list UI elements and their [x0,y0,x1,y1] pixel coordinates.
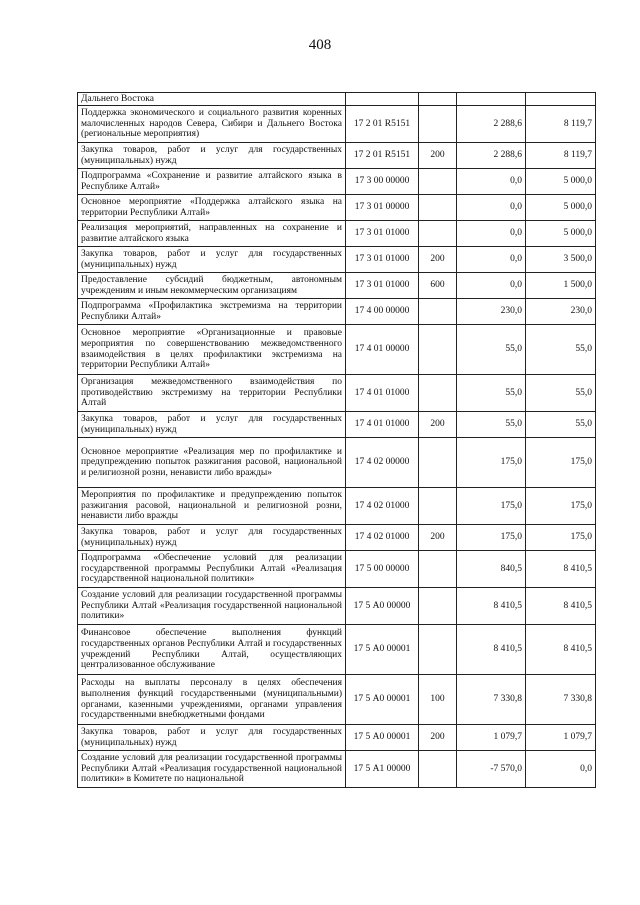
table-row [78,751,596,788]
row-amount-2: 230,0 [526,299,596,325]
row-description: Дальнего Востока [78,93,346,106]
row-amount-1: 175,0 [457,438,526,488]
row-expense-type: 200 [419,525,457,551]
table-row [78,438,596,488]
row-description: Основное мероприятие «Поддержка алтайского языка на территории Республики Алтай» [78,195,346,221]
table-row [78,195,596,221]
row-code: 17 4 02 01000 [346,525,419,551]
table-row [78,725,596,751]
row-expense-type [419,299,457,325]
row-code: 17 3 01 01000 [346,221,419,247]
row-amount-1: -7 570,0 [457,751,526,788]
row-code: 17 3 01 00000 [346,195,419,221]
row-description: Подпрограмма «Сохранение и развитие алтайского языка в Республике Алтай» [78,169,346,195]
row-amount-2: 8 410,5 [526,588,596,625]
row-amount-1: 230,0 [457,299,526,325]
row-amount-2: 175,0 [526,438,596,488]
row-expense-type: 600 [419,273,457,299]
row-description: Предоставление субсидий бюджетным, автономным учреждениям и иным некоммерческим организациям [78,273,346,299]
row-expense-type [419,588,457,625]
row-amount-2: 1 500,0 [526,273,596,299]
row-amount-2: 8 410,5 [526,625,596,675]
row-amount-1 [457,93,526,106]
table-row [78,273,596,299]
row-code: 17 5 А0 00000 [346,588,419,625]
row-code: 17 2 01 R5151 [346,106,419,143]
row-amount-1: 7 330,8 [457,675,526,725]
row-expense-type: 100 [419,675,457,725]
row-amount-1: 2 288,6 [457,106,526,143]
row-amount-1: 2 288,6 [457,143,526,169]
row-description: Закупка товаров, работ и услуг для государственных (муниципальных) нужд [78,143,346,169]
row-amount-1: 55,0 [457,375,526,412]
row-code: 17 2 01 R5151 [346,143,419,169]
table-row [78,375,596,412]
row-code: 17 4 01 01000 [346,375,419,412]
row-code: 17 3 01 01000 [346,247,419,273]
row-description: Закупка товаров, работ и услуг для государственных (муниципальных) нужд [78,412,346,438]
table-row [78,247,596,273]
table-row [78,106,596,143]
row-description: Закупка товаров, работ и услуг для государственных (муниципальных) нужд [78,725,346,751]
row-description: Закупка товаров, работ и услуг для государственных (муниципальных) нужд [78,525,346,551]
row-code: 17 5 00 00000 [346,551,419,588]
row-amount-1: 0,0 [457,273,526,299]
row-amount-1: 0,0 [457,247,526,273]
table-row [78,169,596,195]
row-amount-1: 175,0 [457,525,526,551]
row-amount-2: 5 000,0 [526,195,596,221]
row-expense-type [419,93,457,106]
row-amount-1: 8 410,5 [457,588,526,625]
row-amount-2: 3 500,0 [526,247,596,273]
row-code: 17 5 А0 00001 [346,675,419,725]
row-code: 17 4 01 00000 [346,325,419,375]
row-amount-1: 840,5 [457,551,526,588]
row-expense-type [419,169,457,195]
row-description: Расходы на выплаты персоналу в целях обеспечения выполнения функций государственными (муниципальными) органами, казенными учреждениями, органами управления государственными внебюджетными фондами [78,675,346,725]
row-expense-type [419,195,457,221]
row-code: 17 4 00 00000 [346,299,419,325]
row-code: 17 4 02 01000 [346,488,419,525]
row-amount-2: 5 000,0 [526,221,596,247]
row-expense-type: 200 [419,412,457,438]
row-description: Создание условий для реализации государственной программы Республики Алтай «Реализация государственной национальной политики» в Комитете по национальной [78,751,346,788]
row-description: Поддержка экономического и социального развития коренных малочисленных народов Севера, Сибири и Дальнего Востока (региональные мероприятия) [78,106,346,143]
row-expense-type [419,625,457,675]
table-row [78,551,596,588]
row-amount-2: 8 410,5 [526,551,596,588]
row-amount-1: 0,0 [457,169,526,195]
row-code [346,93,419,106]
row-description: Подпрограмма «Профилактика экстремизма на территории Республики Алтай» [78,299,346,325]
row-amount-2: 8 119,7 [526,106,596,143]
budget-table [77,92,596,788]
row-amount-1: 55,0 [457,325,526,375]
row-expense-type [419,106,457,143]
row-amount-1: 0,0 [457,195,526,221]
row-code: 17 3 00 00000 [346,169,419,195]
table-row [78,625,596,675]
row-expense-type [419,438,457,488]
row-description: Организация межведомственного взаимодействия по противодействию экстремизму на территории Республики Алтай [78,375,346,412]
row-code: 17 4 01 01000 [346,412,419,438]
row-expense-type: 200 [419,247,457,273]
row-amount-2: 8 119,7 [526,143,596,169]
row-expense-type [419,325,457,375]
page-number: 408 [308,37,332,53]
row-description: Подпрограмма «Обеспечение условий для реализации государственной программы Республики Алтай «Реализация государственной национальной политики» [78,551,346,588]
row-description: Основное мероприятие «Реализация мер по профилактике и предупреждению попыток разжигания расовой, национальной и религиозной розни, ненависти либо вражды» [78,438,346,488]
row-amount-1: 0,0 [457,221,526,247]
row-expense-type [419,221,457,247]
row-code: 17 5 А1 00000 [346,751,419,788]
row-amount-2: 7 330,8 [526,675,596,725]
row-expense-type [419,375,457,412]
table-row [78,143,596,169]
table-row [78,588,596,625]
row-expense-type: 200 [419,143,457,169]
row-amount-2: 1 079,7 [526,725,596,751]
row-description: Реализация мероприятий, направленных на сохранение и развитие алтайского языка [78,221,346,247]
row-description: Создание условий для реализации государственной программы Республики Алтай «Реализация государственной национальной политики» [78,588,346,625]
row-description: Финансовое обеспечение выполнения функций государственных органов Республики Алтай и государственных учреждений Республики Алтай, осуществляющих централизованное обслуживание [78,625,346,675]
table-row [78,93,596,106]
row-description: Основное мероприятие «Организационные и правовые мероприятия по совершенствованию межведомственного взаимодействия в целях профилактики экстремизма на территории Республики Алтай» [78,325,346,375]
table-row [78,412,596,438]
row-amount-1: 8 410,5 [457,625,526,675]
table-row [78,221,596,247]
row-code: 17 5 А0 00001 [346,725,419,751]
row-amount-1: 55,0 [457,412,526,438]
row-amount-1: 175,0 [457,488,526,525]
row-code: 17 4 02 00000 [346,438,419,488]
table-row [78,488,596,525]
row-amount-2: 0,0 [526,751,596,788]
table-row [78,299,596,325]
row-description: Мероприятия по профилактике и предупреждению попыток разжигания расовой, национальной и религиозной розни, ненависти либо вражды [78,488,346,525]
row-amount-2 [526,93,596,106]
row-description: Закупка товаров, работ и услуг для государственных (муниципальных) нужд [78,247,346,273]
table-row [78,675,596,725]
row-expense-type: 200 [419,725,457,751]
row-amount-2: 175,0 [526,525,596,551]
row-expense-type [419,488,457,525]
table-row [78,525,596,551]
row-amount-2: 55,0 [526,375,596,412]
row-amount-1: 1 079,7 [457,725,526,751]
row-amount-2: 175,0 [526,488,596,525]
table-row [78,325,596,375]
row-code: 17 3 01 01000 [346,273,419,299]
row-amount-2: 55,0 [526,412,596,438]
row-code: 17 5 А0 00001 [346,625,419,675]
row-expense-type [419,551,457,588]
row-amount-2: 5 000,0 [526,169,596,195]
row-amount-2: 55,0 [526,325,596,375]
row-expense-type [419,751,457,788]
